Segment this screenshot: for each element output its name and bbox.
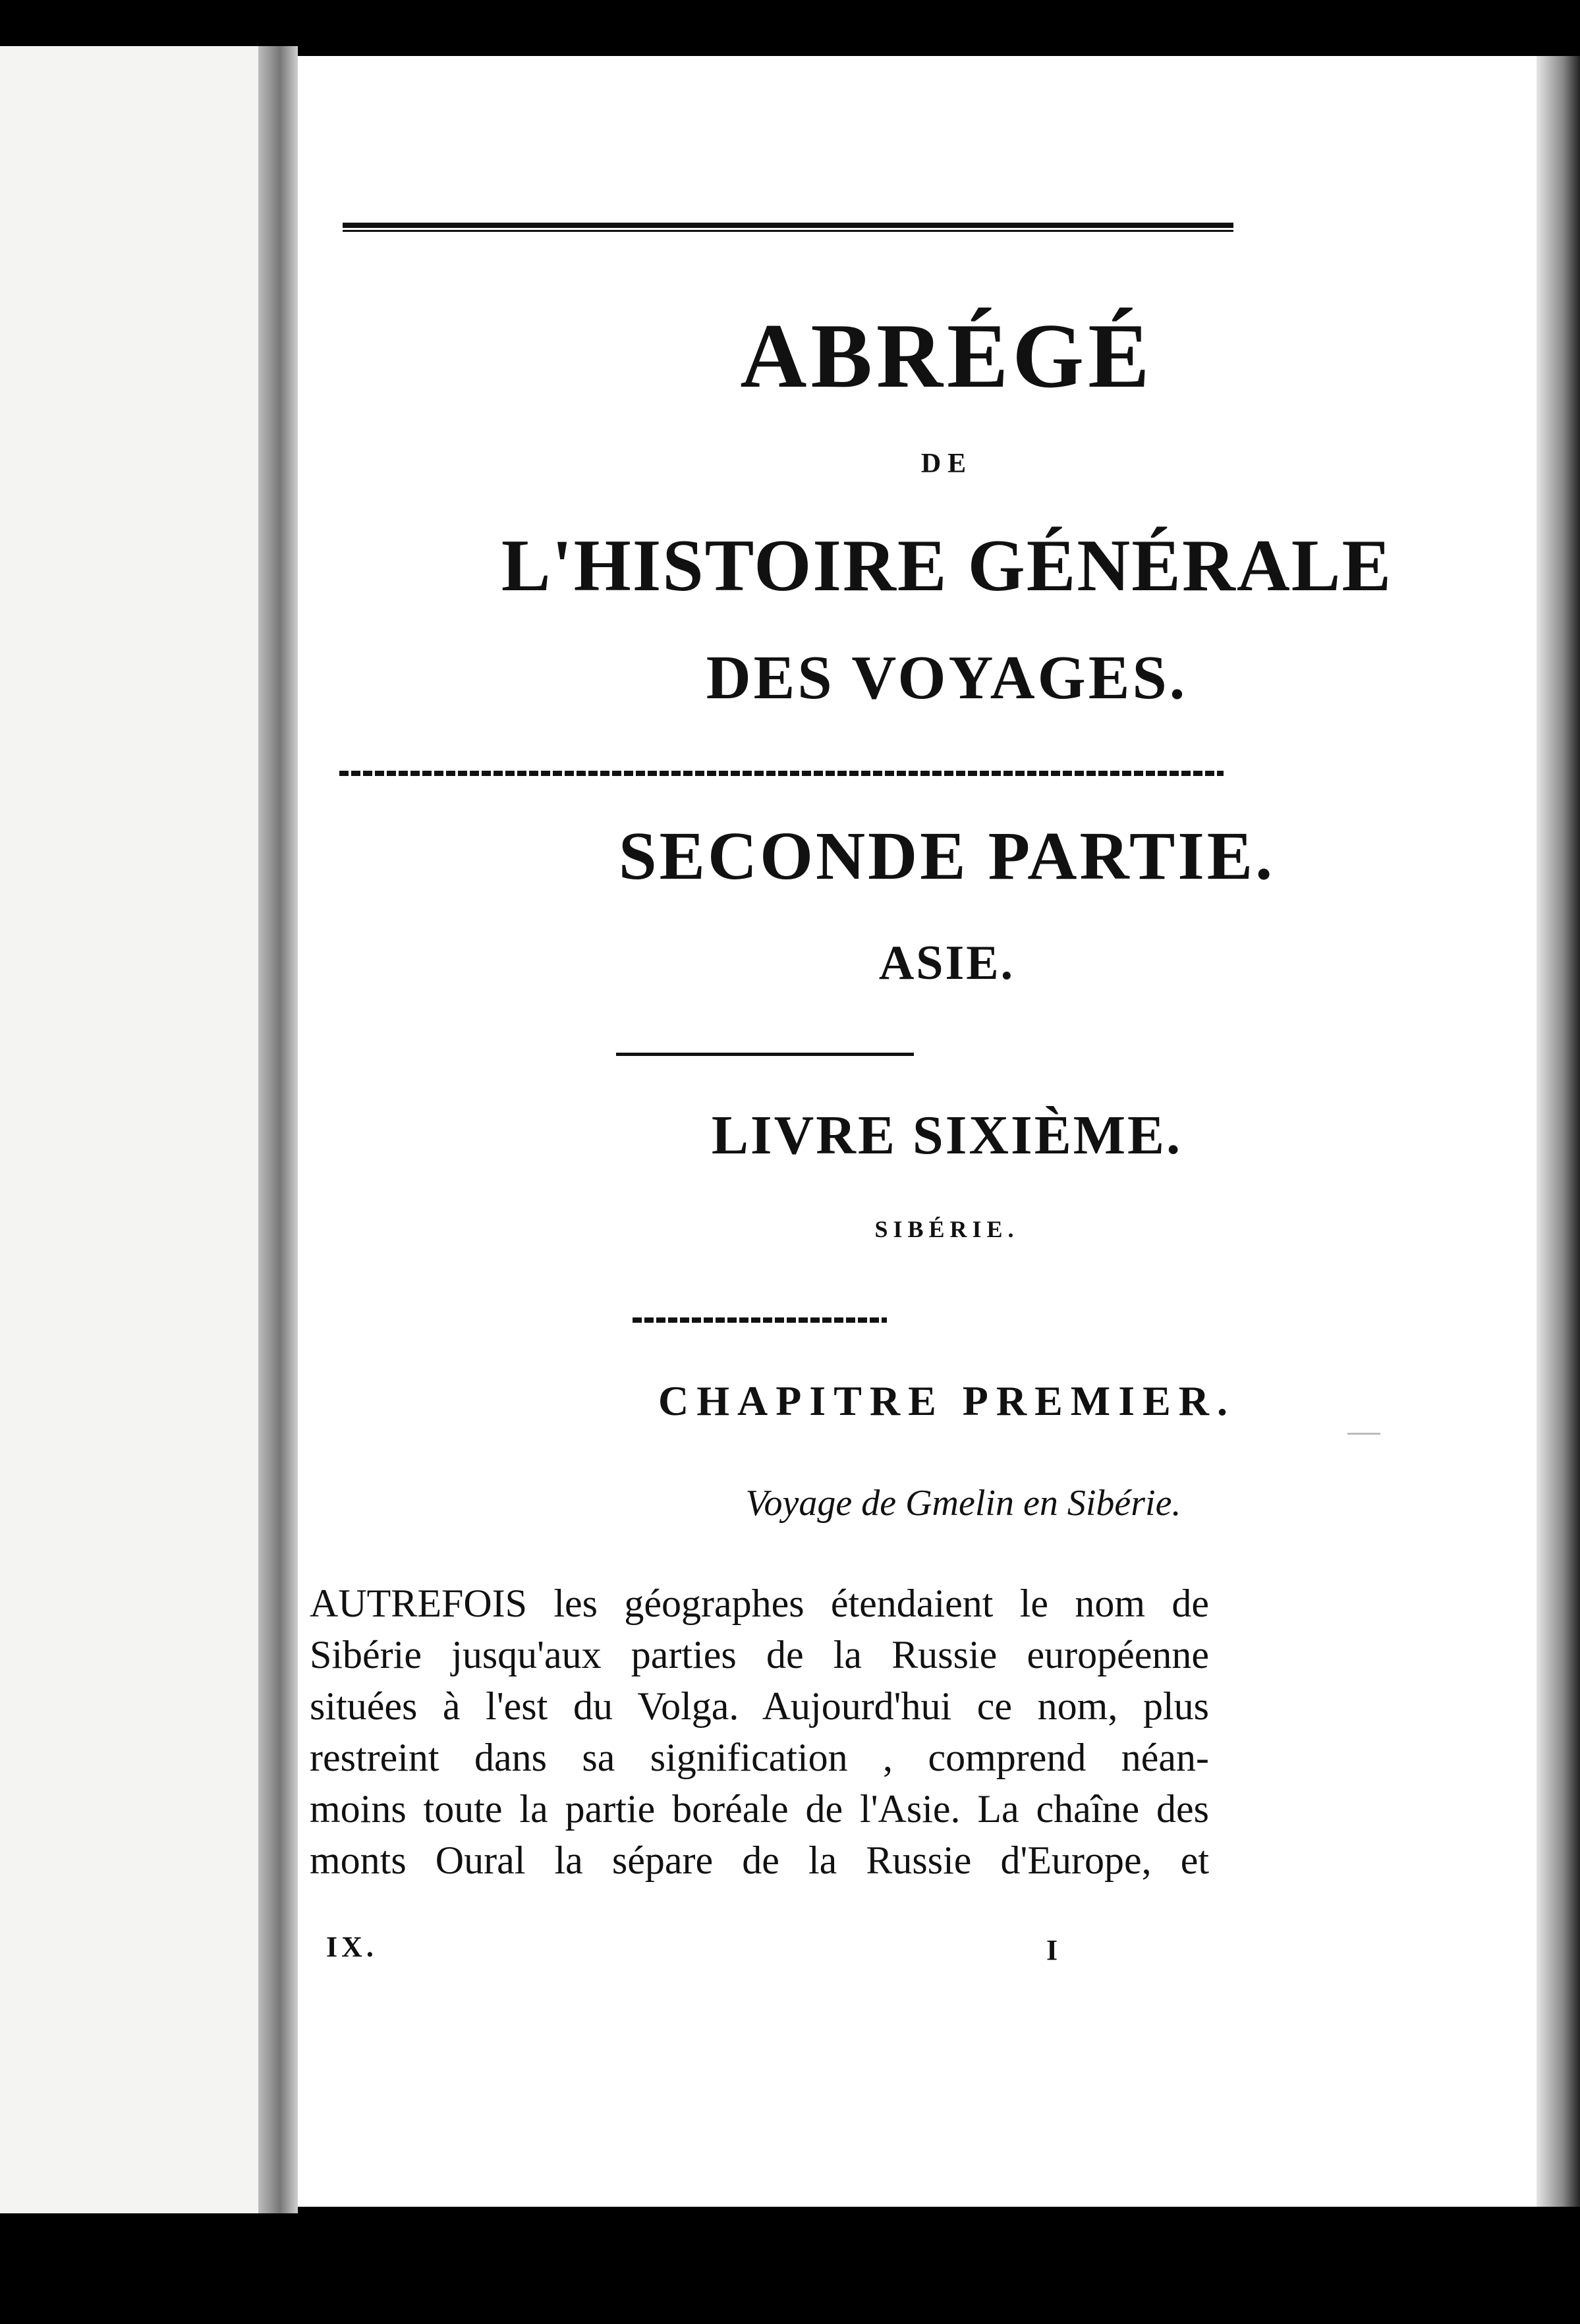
signature-mark: IX. bbox=[326, 1931, 378, 1963]
body-line: AUTREFOIS les géographes étendaient le nom de bbox=[310, 1582, 1209, 1625]
top-double-rule bbox=[343, 223, 1233, 232]
body-paragraph bbox=[310, 1578, 1209, 1886]
body-line: moins toute la partie boréale de l'Asie. La chaîne des bbox=[310, 1787, 1209, 1831]
part-title: SECONDE PARTIE. bbox=[618, 818, 1276, 894]
body-line: Sibérie jusqu'aux parties de la Russie européenne bbox=[310, 1633, 1209, 1676]
ornamental-rule bbox=[339, 771, 1224, 776]
chapter-title: CHAPITRE PREMIER. bbox=[658, 1377, 1236, 1424]
book-title: LIVRE SIXIÈME. bbox=[711, 1105, 1183, 1166]
ornamental-rule-small bbox=[633, 1317, 887, 1323]
facing-page bbox=[0, 46, 258, 2213]
margin-mark bbox=[1347, 1433, 1380, 1435]
chapter-subtitle: Voyage de Gmelin en Sibérie. bbox=[745, 1483, 1181, 1524]
title-line-de: DE bbox=[920, 449, 973, 479]
title-line-abrege: ABRÉGÉ bbox=[740, 305, 1154, 407]
body-line: situées à l'est du Volga. Aujourd'hui ce nom, plus bbox=[310, 1684, 1209, 1728]
section-rule bbox=[616, 1053, 914, 1056]
book-gutter bbox=[258, 46, 298, 2213]
page-number: I bbox=[1046, 1934, 1058, 1966]
body-line: monts Oural la sépare de la Russie d'Europe, et bbox=[310, 1839, 1209, 1882]
part-subtitle: ASIE. bbox=[878, 936, 1015, 990]
book-subtitle: SIBÉRIE. bbox=[874, 1216, 1019, 1242]
body-line: restreint dans sa signification , comprend néan- bbox=[310, 1736, 1209, 1779]
title-line-histoire: L'HISTOIRE GÉNÉRALE bbox=[501, 525, 1393, 607]
title-line-voyages: DES VOYAGES. bbox=[706, 644, 1188, 712]
